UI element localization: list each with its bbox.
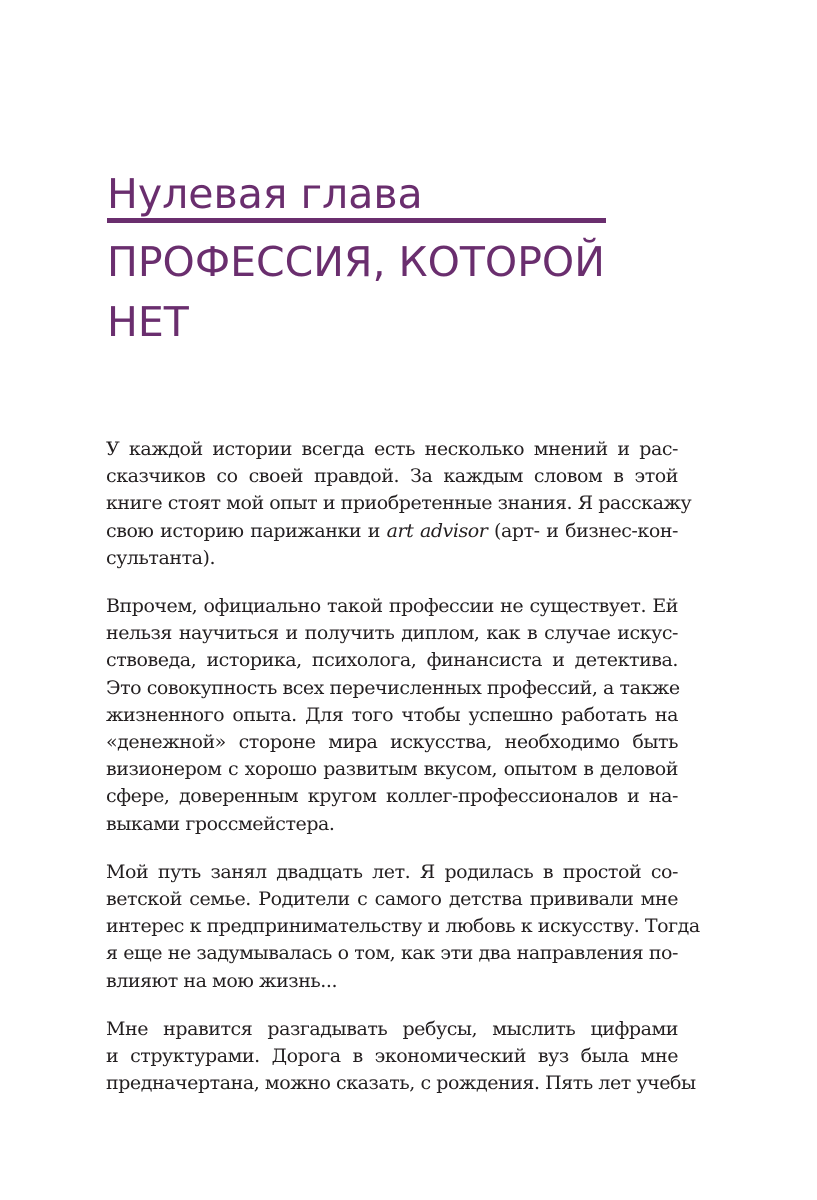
paragraph (106, 859, 700, 995)
text-line: влияют на мою жизнь... (106, 969, 338, 992)
paragraph (106, 1016, 696, 1098)
text-line: Мне нравится разгадывать ребусы, мыслить цифрами (106, 1017, 678, 1040)
text-line: интерес к предпринимательству и любовь к искусству. Тогда (106, 915, 700, 938)
italic-term: art advisor (386, 519, 488, 542)
text-line: я еще не задумывалась о том, как эти два направления по- (106, 942, 678, 965)
chapter-label: Нулевая глава (107, 170, 423, 218)
chapter-title (107, 232, 627, 352)
body-text (106, 436, 700, 1118)
text-line: Впрочем, официально такой профессии не существует. Ей (106, 595, 678, 618)
text-line: сфере, доверенным кругом коллег-профессионалов и на- (106, 785, 678, 808)
text-line: ветской семье. Родители с самого детства прививали мне (106, 888, 678, 911)
text-line: У каждой истории всегда есть несколько мнений и рас- (106, 438, 678, 460)
text-line: и структурами. Дорога в экономический вуз была мне (106, 1045, 678, 1068)
chapter-divider (107, 218, 606, 223)
text-line: сультанта). (106, 546, 216, 569)
chapter-title-line: ПРОФЕССИЯ, КОТОРОЙ (107, 238, 605, 286)
paragraph (106, 436, 692, 572)
text-line: выками гроссмейстера. (106, 812, 335, 835)
text-line: нельзя научиться и получить диплом, как в случае искус- (106, 622, 678, 645)
text-line: ствоведа, историка, психолога, финансиста и детектива. (106, 649, 678, 672)
text-line: жизненного опыта. Для того чтобы успешно работать на (106, 703, 678, 726)
text-line: свою историю парижанки и art advisor (арт- и бизнес-кон- (106, 519, 679, 542)
text-line: Это совокупность всех перечисленных профессий, а также (106, 676, 680, 699)
text-line: книге стоят мой опыт и приобретенные знания. Я расскажу (106, 492, 692, 515)
text-line: «денежной» стороне мира искусства, необходимо быть (106, 731, 678, 754)
paragraph (106, 593, 678, 838)
text-line: предначертана, можно сказать, с рождения. Пять лет учебы (106, 1072, 696, 1095)
chapter-title-line: НЕТ (107, 298, 189, 346)
text-line: сказчиков со своей правдой. За каждым словом в этой (106, 465, 678, 488)
text-line: визионером с хорошо развитым вкусом, опытом в деловой (106, 758, 678, 781)
text-line: Мой путь занял двадцать лет. Я родилась в простой со- (106, 860, 678, 883)
